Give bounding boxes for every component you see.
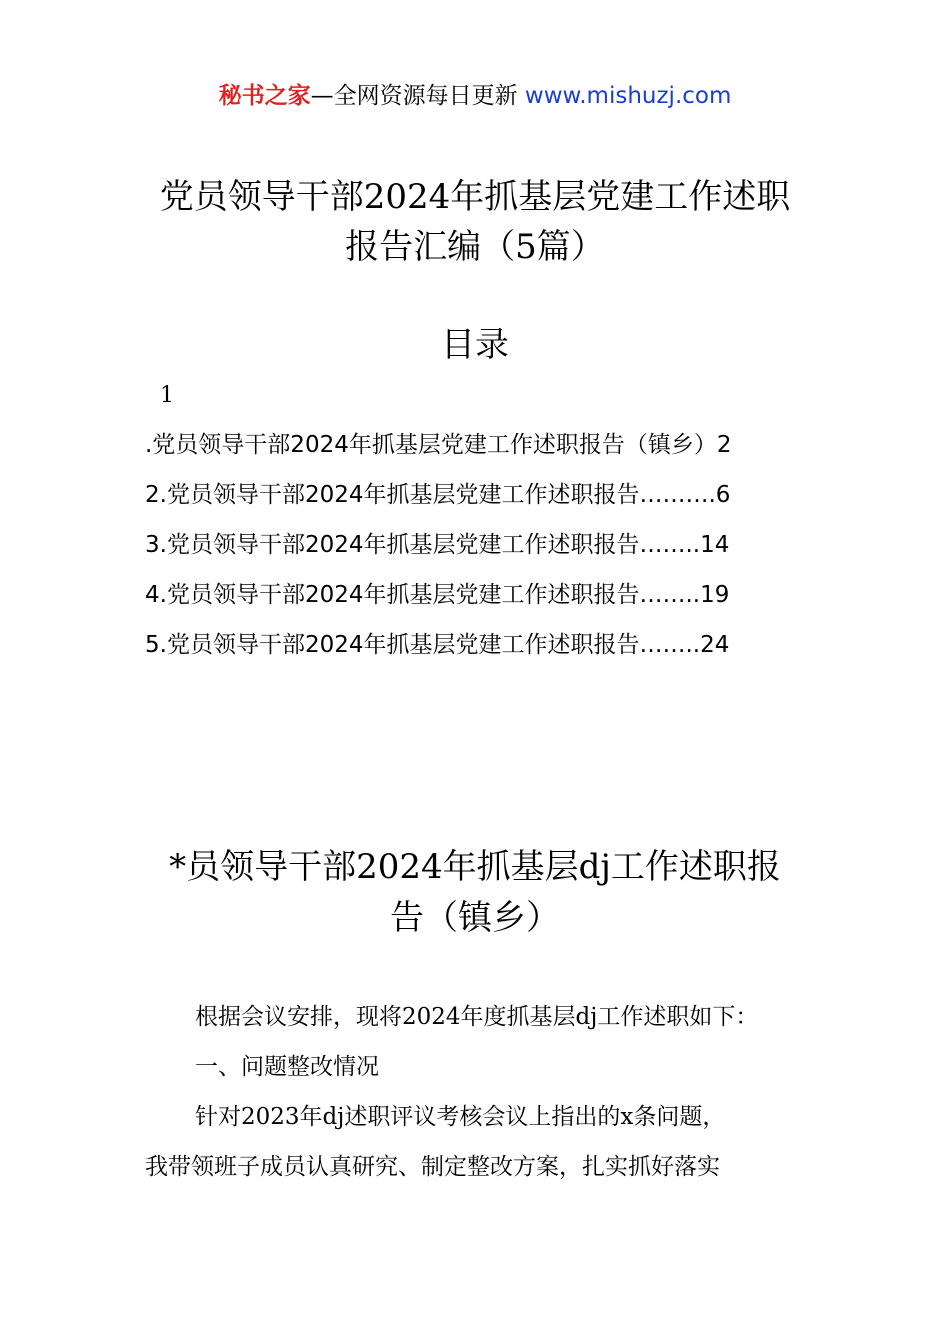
section-title-line-2: 告（镇乡） <box>390 898 560 938</box>
toc-item[interactable]: 5.党员领导干部2024年抓基层党建工作述职报告……..24 <box>145 632 730 658</box>
toc-item[interactable]: .党员领导干部2024年抓基层党建工作述职报告（镇乡）2 <box>145 432 732 458</box>
toc-heading: 目录 <box>441 325 509 365</box>
document-title-line-2: 报告汇编（5篇） <box>345 227 605 267</box>
site-url-link[interactable]: www.mishuzj.com <box>524 83 732 109</box>
section-title-line-1: *员领导干部2024年抓基层dj工作述职报 <box>169 847 781 887</box>
section-heading: 一、问题整改情况 <box>195 1054 379 1080</box>
body-paragraph: 针对2023年dj述职评议考核会议上指出的x条问题， <box>195 1104 726 1130</box>
body-paragraph-continuation: 我带领班子成员认真研究、制定整改方案，扎实抓好落实 <box>145 1154 720 1180</box>
document-title-line-1: 党员领导干部2024年抓基层党建工作述职 <box>159 177 791 217</box>
toc-item[interactable]: 2.党员领导干部2024年抓基层党建工作述职报告……….6 <box>145 482 731 508</box>
toc-number: 1 <box>160 383 174 408</box>
toc-item[interactable]: 4.党员领导干部2024年抓基层党建工作述职报告……..19 <box>145 582 730 608</box>
table-of-contents <box>145 420 810 670</box>
site-brand: 秘书之家 <box>218 83 311 109</box>
site-header-banner <box>0 80 950 112</box>
site-slogan: —全网资源每日更新 <box>310 83 525 109</box>
toc-item[interactable]: 3.党员领导干部2024年抓基层党建工作述职报告……..14 <box>145 532 730 558</box>
body-paragraph: 根据会议安排，现将2024年度抓基层dj工作述职如下： <box>195 1004 759 1030</box>
